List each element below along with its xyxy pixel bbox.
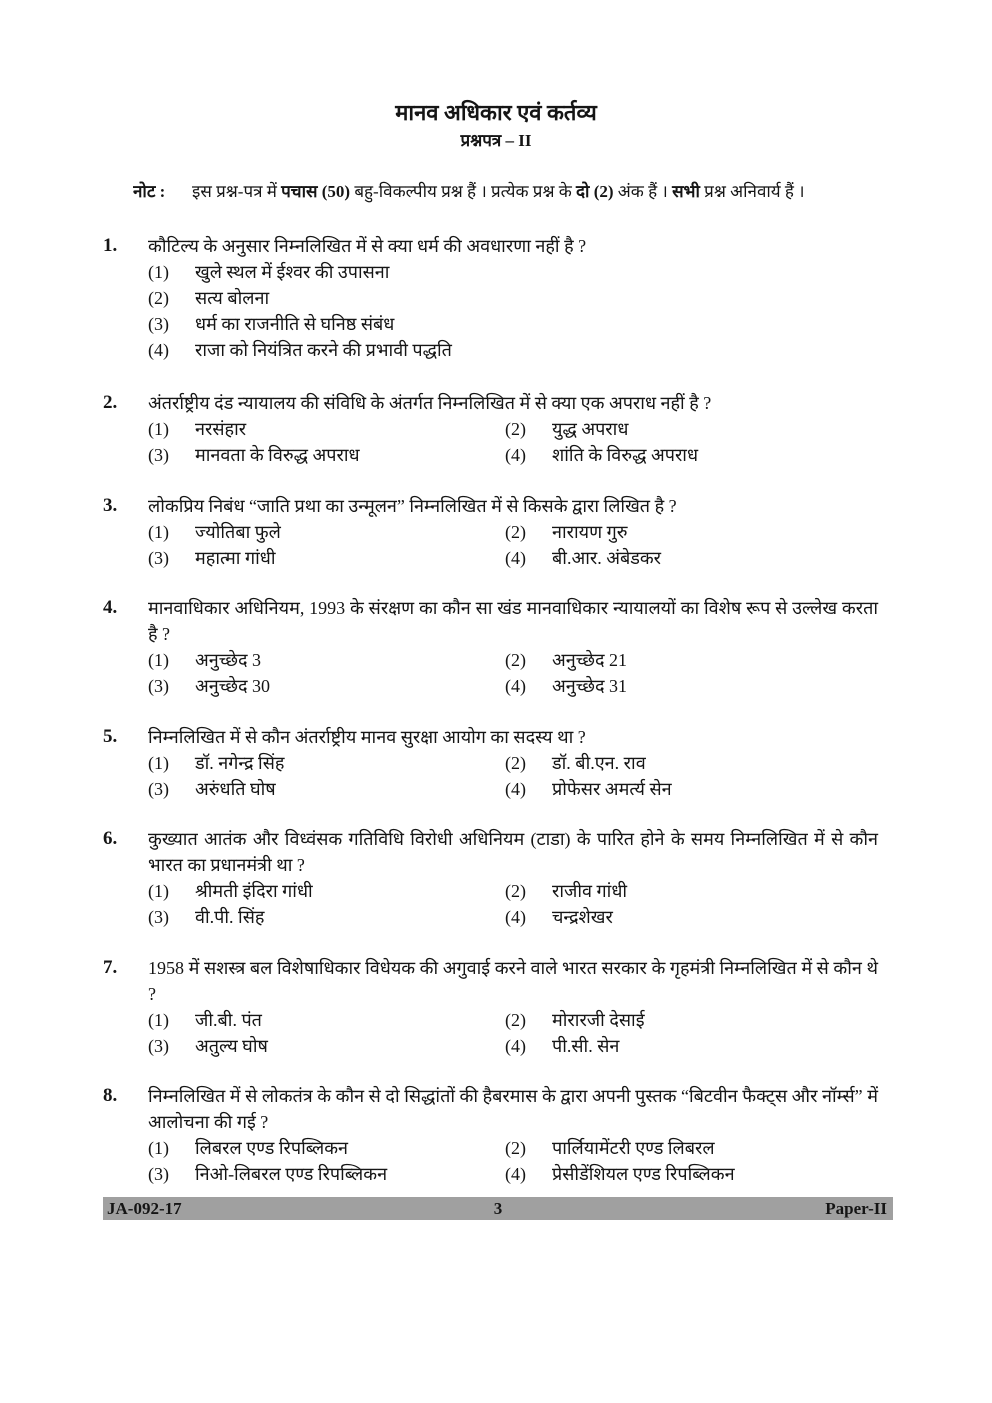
- option-1: [148, 519, 505, 545]
- options-list: [148, 750, 878, 802]
- option-text: मानवता के विरुद्ध अपराध: [195, 445, 360, 465]
- option-4: [505, 904, 878, 930]
- option-text: नारायण गुरु: [552, 522, 628, 542]
- option-label: (1): [148, 881, 169, 901]
- question-text: निम्नलिखित में से लोकतंत्र के कौन से दो सिद्धांतों की हैबरमास के द्वारा अपनी पुस्तक “बिटवीन फैक्ट्स और नॉर्म्स” में आलोचना की गई ?: [148, 1086, 878, 1132]
- option-label: (3): [148, 779, 169, 799]
- option-1: [148, 1007, 505, 1033]
- option-4: [505, 442, 878, 468]
- option-text: श्रीमती इंदिरा गांधी: [195, 881, 313, 901]
- option-text: वी.पी. सिंह: [195, 907, 265, 927]
- option-text: महात्मा गांधी: [195, 548, 276, 568]
- option-text: निओ-लिबरल एण्ड रिपब्लिकन: [195, 1164, 388, 1184]
- option-2: [505, 416, 878, 442]
- note-text: प्रश्न अनिवार्य हैं ।: [704, 182, 805, 201]
- option-label: (2): [505, 881, 526, 901]
- option-text: मोरारजी देसाई: [552, 1010, 645, 1030]
- option-3: [148, 545, 505, 571]
- note-emphasis: सभी: [672, 182, 700, 201]
- page-footer: [103, 1197, 893, 1220]
- question-number: 4.: [103, 597, 118, 618]
- option-4: [505, 776, 878, 802]
- option-text: लिबरल एण्ड रिपब्लिकन: [195, 1138, 349, 1158]
- option-text: नरसंहार: [195, 419, 247, 439]
- option-2: [505, 750, 878, 776]
- option-label: (3): [148, 445, 169, 465]
- option-label: (4): [148, 340, 169, 360]
- options-list: [148, 1007, 878, 1059]
- option-text: अतुल्य घोष: [195, 1036, 268, 1056]
- option-4: [505, 673, 878, 699]
- option-text: डॉ. बी.एन. राव: [552, 753, 646, 773]
- question-text: निम्नलिखित में से कौन अंतर्राष्ट्रीय मानव सुरक्षा आयोग का सदस्य था ?: [148, 727, 586, 747]
- option-text: पार्लियामेंटरी एण्ड लिबरल: [552, 1138, 715, 1158]
- option-text: अनुच्छेद 31: [552, 676, 628, 696]
- option-label: (4): [505, 907, 526, 927]
- option-1: [148, 878, 505, 904]
- option-text: अरुंधति घोष: [195, 779, 276, 799]
- option-label: (2): [505, 1138, 526, 1158]
- page-number: 3: [493, 1199, 503, 1218]
- question-2: [103, 390, 878, 468]
- option-3: [148, 1161, 505, 1187]
- option-1: [148, 416, 505, 442]
- option-label: (1): [148, 650, 169, 670]
- option-text: पी.सी. सेन: [552, 1036, 620, 1056]
- option-label: (2): [148, 288, 169, 308]
- option-label: (4): [505, 1036, 526, 1056]
- option-label: (4): [505, 548, 526, 568]
- option-2: [505, 1135, 878, 1161]
- option-label: (2): [505, 1010, 526, 1030]
- question-3: [103, 493, 878, 571]
- option-2: [505, 647, 878, 673]
- option-text: अनुच्छेद 30: [195, 676, 271, 696]
- options-list: [148, 416, 878, 468]
- option-text: डॉ. नगेन्द्र सिंह: [195, 753, 285, 773]
- option-text: चन्द्रशेखर: [552, 907, 613, 927]
- option-3: [148, 673, 505, 699]
- option-4: [505, 1161, 878, 1187]
- option-label: (2): [505, 419, 526, 439]
- option-2: [505, 1007, 878, 1033]
- note-text: अंक हैं ।: [617, 182, 668, 201]
- option-text: शांति के विरुद्ध अपराध: [552, 445, 699, 465]
- option-2: [148, 285, 878, 311]
- option-3: [148, 442, 505, 468]
- option-text: युद्ध अपराध: [552, 419, 629, 439]
- option-text: राजीव गांधी: [552, 881, 628, 901]
- question-number: 7.: [103, 957, 118, 978]
- question-7: [103, 955, 878, 1059]
- option-3: [148, 904, 505, 930]
- option-label: (2): [505, 522, 526, 542]
- option-4: [148, 337, 878, 363]
- question-number: 2.: [103, 392, 118, 413]
- note-emphasis: दो (2): [576, 182, 614, 201]
- paper-title: मानव अधिकार एवं कर्तव्य: [395, 100, 597, 125]
- option-label: (4): [505, 676, 526, 696]
- options-list: [148, 878, 878, 930]
- option-label: (3): [148, 314, 169, 334]
- option-3: [148, 311, 878, 337]
- option-label: (1): [148, 1138, 169, 1158]
- option-text: प्रेसीडेंशियल एण्ड रिपब्लिकन: [552, 1164, 735, 1184]
- option-label: (1): [148, 419, 169, 439]
- note-label: नोट :: [133, 182, 166, 201]
- question-number: 3.: [103, 495, 118, 516]
- option-4: [505, 545, 878, 571]
- option-2: [505, 519, 878, 545]
- option-label: (1): [148, 262, 169, 282]
- question-number: 6.: [103, 828, 118, 849]
- question-text: लोकप्रिय निबंध “जाति प्रथा का उन्मूलन” निम्नलिखित में से किसके द्वारा लिखित है ?: [148, 496, 677, 516]
- note-text: बहु-विकल्पीय प्रश्न हैं । प्रत्येक प्रश्न के: [354, 182, 572, 201]
- option-label: (3): [148, 548, 169, 568]
- option-4: [505, 1033, 878, 1059]
- option-label: (3): [148, 907, 169, 927]
- option-label: (4): [505, 779, 526, 799]
- option-text: राजा को नियंत्रित करने की प्रभावी पद्धति: [195, 340, 452, 360]
- question-number: 1.: [103, 235, 118, 256]
- paper-code: JA-092-17: [107, 1199, 182, 1218]
- option-text: बी.आर. अंबेडकर: [552, 548, 662, 568]
- question-text: कौटिल्य के अनुसार निम्नलिखित में से क्या धर्म की अवधारणा नहीं है ?: [148, 236, 587, 256]
- note-text: इस प्रश्न-पत्र में: [192, 182, 277, 201]
- option-text: धर्म का राजनीति से घनिष्ठ संबंध: [195, 314, 395, 334]
- options-list: [148, 519, 878, 571]
- option-1: [148, 259, 878, 285]
- option-text: सत्य बोलना: [195, 288, 270, 308]
- question-number: 5.: [103, 726, 118, 747]
- question-text: अंतर्राष्ट्रीय दंड न्यायालय की संविधि के अंतर्गत निम्नलिखित में से क्या एक अपराध नहीं है ?: [148, 393, 712, 413]
- option-label: (3): [148, 676, 169, 696]
- option-label: (2): [505, 753, 526, 773]
- question-1: [103, 233, 878, 363]
- options-list: [148, 647, 878, 699]
- options-list: [148, 259, 878, 363]
- option-text: प्रोफेसर अमर्त्य सेन: [552, 779, 672, 799]
- question-5: [103, 724, 878, 802]
- option-text: जी.बी. पंत: [195, 1010, 262, 1030]
- option-text: अनुच्छेद 3: [195, 650, 262, 670]
- options-list: [148, 1135, 878, 1187]
- question-text: 1958 में सशस्त्र बल विशेषाधिकार विधेयक की अगुवाई करने वाले भारत सरकार के गृहमंत्री निम्नलिखित में से कौन थे ?: [148, 958, 878, 1004]
- option-label: (4): [505, 445, 526, 465]
- question-number: 8.: [103, 1085, 118, 1106]
- option-label: (3): [148, 1036, 169, 1056]
- option-1: [148, 750, 505, 776]
- option-label: (1): [148, 1010, 169, 1030]
- option-3: [148, 1033, 505, 1059]
- question-6: [103, 826, 878, 930]
- option-3: [148, 776, 505, 802]
- option-label: (1): [148, 753, 169, 773]
- option-2: [505, 878, 878, 904]
- note-emphasis: पचास (50): [281, 182, 351, 201]
- option-1: [148, 1135, 505, 1161]
- option-text: खुले स्थल में ईश्वर की उपासना: [195, 262, 390, 282]
- instruction-note: [133, 180, 878, 204]
- question-text: कुख्यात आतंक और विध्वंसक गतिविधि विरोधी अधिनियम (टाडा) के पारित होने के समय निम्नलिखित में से कौन भारत का प्रधानमंत्री था ?: [148, 829, 878, 875]
- question-4: [103, 595, 878, 699]
- option-text: ज्योतिबा फुले: [195, 522, 281, 542]
- option-label: (3): [148, 1164, 169, 1184]
- option-label: (4): [505, 1164, 526, 1184]
- question-text: मानवाधिकार अधिनियम, 1993 के संरक्षण का कौन सा खंड मानवाधिकार न्यायालयों का विशेष रूप से उल्लेख करता है ?: [148, 598, 878, 644]
- paper-label: Paper-II: [825, 1199, 887, 1218]
- question-8: [103, 1083, 878, 1187]
- paper-subtitle: प्रश्नपत्र – II: [460, 131, 532, 150]
- option-label: (1): [148, 522, 169, 542]
- option-1: [148, 647, 505, 673]
- option-label: (2): [505, 650, 526, 670]
- option-text: अनुच्छेद 21: [552, 650, 628, 670]
